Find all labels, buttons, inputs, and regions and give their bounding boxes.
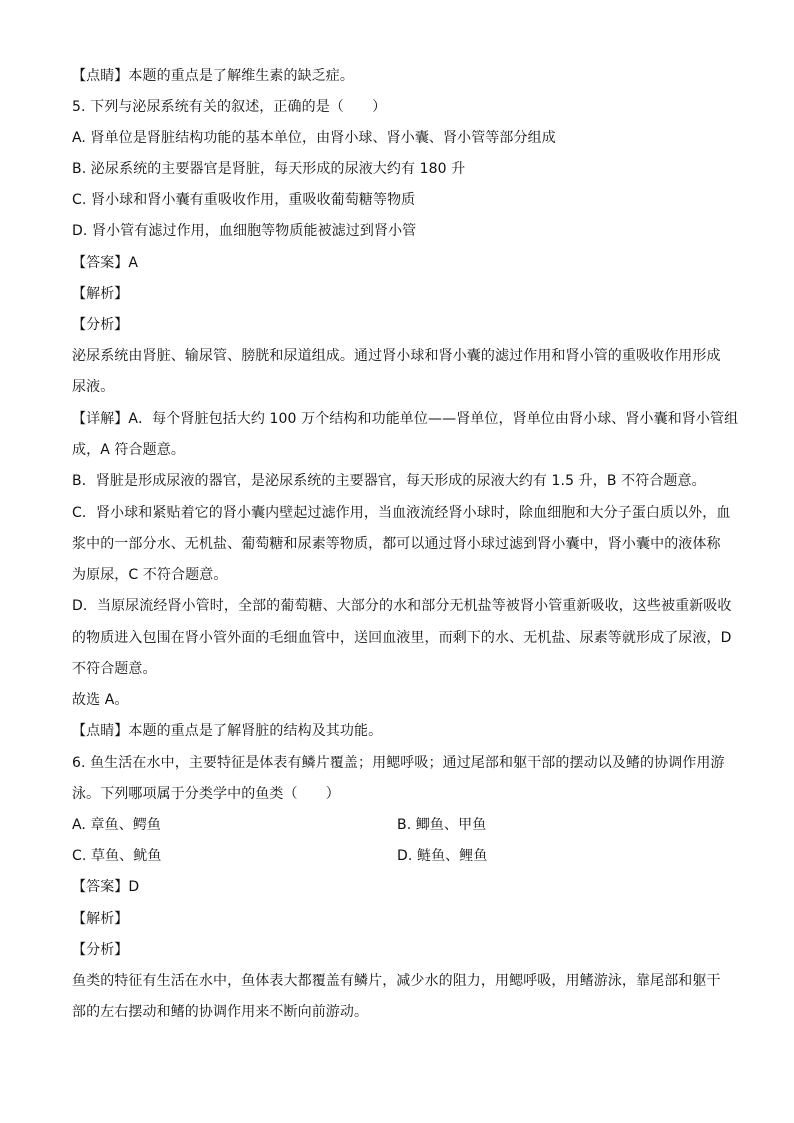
detail-line: 成，A 符合题意。 — [72, 442, 185, 458]
note-line: 【点睛】本题的重点是了解维生素的缺乏症。 — [72, 68, 354, 84]
option-a: A. 肾单位是肾脏结构功能的基本单位，由肾小球、肾小囊、肾小管等部分组成 — [72, 130, 556, 146]
detail-line: 浆中的一部分水、无机盐、葡萄糖和尿素等物质，都可以通过肾小球过滤到肾小囊中，肾小囊中的液体称 — [72, 536, 721, 552]
answer-line: 【答案】A — [72, 255, 139, 271]
detail-line: 的物质进入包围在肾小管外面的毛细血管中，送回血液里，而剩下的水、无机盐、尿素等就形成了尿液，D — [72, 630, 732, 646]
paragraph-line: 部的左右摆动和鳍的协调作用来不断向前游动。 — [72, 1004, 369, 1020]
detail-line: 为原尿，C 不符合题意。 — [72, 567, 228, 583]
question-6-cont: 泳。下列哪项属于分类学中的鱼类（ ） — [72, 786, 340, 802]
question-5: 5. 下列与泌尿系统有关的叙述，正确的是（ ） — [72, 99, 387, 115]
options-row — [72, 846, 724, 866]
detail-line: 【详解】A．每个肾脏包括大约 100 万个结构和功能单位——肾单位，肾单位由肾小球、肾小囊和肾小管组 — [72, 411, 739, 427]
note-line: 【点睛】本题的重点是了解肾脏的结构及其功能。 — [72, 723, 383, 739]
paragraph-line: 尿液。 — [72, 379, 115, 395]
analysis-sub: 【分析】 — [72, 942, 129, 958]
option-b-q6: B. 鲫鱼、甲鱼 — [397, 817, 487, 833]
analysis-heading: 【解析】 — [72, 286, 129, 302]
analysis-sub: 【分析】 — [72, 317, 129, 333]
detail-line: C．肾小球和紧贴着它的肾小囊内壁起过滤作用，当血液流经肾小球时，除血细胞和大分子蛋白质以外，血 — [72, 505, 731, 521]
question-6: 6. 鱼生活在水中，主要特征是体表有鳞片覆盖；用鳃呼吸；通过尾部和躯干部的摆动以及鳍的协调作用游 — [72, 755, 725, 771]
option-a-q6: A. 章鱼、鳄鱼 — [72, 817, 162, 833]
answer-line: 【答案】D — [72, 879, 140, 895]
options-row — [72, 815, 724, 835]
detail-line: B．肾脏是形成尿液的器官，是泌尿系统的主要器官，每天形成的尿液大约有 1.5 升，B 不符合题意。 — [72, 473, 706, 489]
option-c: C. 肾小球和肾小囊有重吸收作用，重吸收葡萄糖等物质 — [72, 192, 416, 208]
analysis-heading: 【解析】 — [72, 911, 129, 927]
option-d: D. 肾小管有滤过作用，血细胞等物质能被滤过到肾小管 — [72, 223, 417, 239]
paragraph-line: 鱼类的特征有生活在水中，鱼体表大都覆盖有鳞片，减少水的阻力，用鳃呼吸，用鳍游泳，靠尾部和躯干 — [72, 973, 721, 989]
option-b: B. 泌尿系统的主要器官是肾脏，每天形成的尿液大约有 180 升 — [72, 161, 466, 177]
detail-line: D．当原尿流经肾小管时，全部的葡萄糖、大部分的水和部分无机盐等被肾小管重新吸收，这些被重新吸收 — [72, 598, 732, 614]
option-d-q6: D. 鲢鱼、鲤鱼 — [397, 848, 488, 864]
detail-line: 不符合题意。 — [72, 661, 157, 677]
option-c-q6: C. 草鱼、鱿鱼 — [72, 848, 162, 864]
paragraph-line: 泌尿系统由肾脏、输尿管、膀胱和尿道组成。通过肾小球和肾小囊的滤过作用和肾小管的重吸收作用形成 — [72, 348, 721, 364]
conclusion-line: 故选 A。 — [72, 692, 129, 708]
